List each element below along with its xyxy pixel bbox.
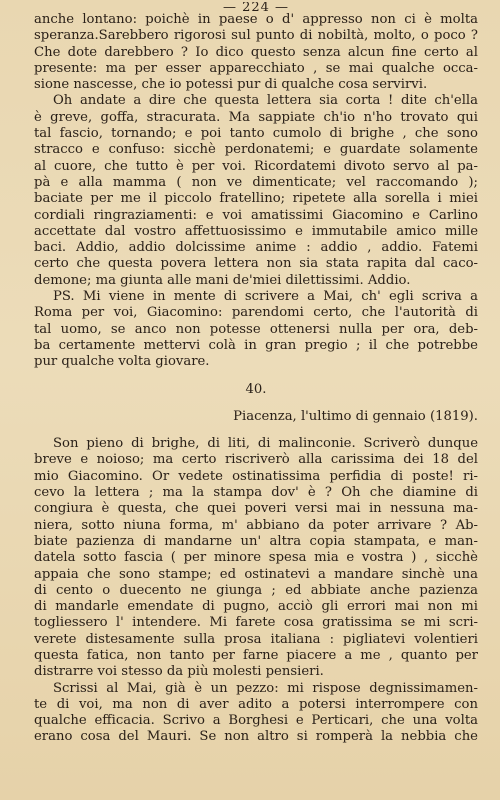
text-line: ba certamente mettervi colà in gran pregio ; il che potrebbe	[34, 337, 478, 353]
text-line: al cuore, che tutto è per voi. Ricordatemi divoto servo al pa-	[34, 158, 478, 174]
page-header: — 224 —	[222, 2, 290, 12]
text-line: mio Giacomino. Or vedete ostinatissima perfidia di poste! ri-	[34, 468, 478, 484]
text-line: erano cosa del Mauri. Se non altro si romperà la nebbia che	[34, 729, 478, 745]
text-line: distrarre voi stesso da più molesti pensieri.	[34, 664, 324, 680]
text-line: baciate per me il piccolo fratellino; ripetete alla sorella i miei	[34, 191, 478, 207]
paragraph-4	[34, 436, 478, 680]
text-line: sione nascesse, che io potessi pur di qualche cosa servirvi.	[34, 77, 428, 93]
text-line: Scrissi al Mai, già è un pezzo: mi rispose degnissimamen-	[53, 680, 478, 696]
text-line: anche lontano: poichè in paese o d' appresso non ci è molta	[34, 12, 478, 27]
text-line: Oh andate a dire che questa lettera sia corta ! dite ch'ella	[53, 93, 478, 109]
text-line: presente: ma per esser apparecchiato , se mai qualche occa-	[34, 60, 478, 76]
text-line: biate pazienza di mandarne un' altra copia stampata, e man-	[34, 533, 478, 549]
section-gap	[34, 398, 478, 409]
paragraph-2	[34, 93, 478, 289]
text-line: di cento o duecento ne giunga ; ed abbiate anche pazienza	[34, 582, 478, 598]
text-line: Roma per voi, Giacomino: parendomi certo, che l'autorità di	[34, 305, 478, 321]
text-line: datela sotto fascia ( per minore spesa mia e vostra ) , sicchè	[34, 550, 478, 566]
text-line: appaia che sono stampe; ed ostinatevi a mandare sinchè una	[34, 566, 478, 582]
text-line: accettate dal vostro affettuosissimo e immutabile amico mille	[34, 223, 478, 239]
text-line: pà e alla mamma ( non ve dimenticate; vel raccomando );	[34, 174, 478, 190]
text-line: certo che questa povera lettera non sia stata rapita dal caco-	[34, 256, 478, 272]
place-date-line: Piacenza, l'ultimo di gennaio (1819).	[233, 408, 478, 424]
text-line: congiura è questa, che quei poveri versi mai in nessuna ma-	[34, 501, 478, 517]
text-line: cevo la lettera ; ma la stampa dov' è ? Oh che diamine di	[34, 485, 478, 501]
paragraph-1	[34, 12, 478, 93]
text-line: speranza.Sarebbero rigorosi sul punto di nobiltà, molto, o poco ?	[34, 28, 478, 44]
text-line: cordiali ringraziamenti: e voi amatissimi Giacomino e Carlino	[34, 207, 478, 223]
text-line: tal uomo, se anco non potesse ottenersi nulla per ora, deb-	[34, 321, 478, 337]
text-line: PS. Mi viene in mente di scrivere a Mai, ch' egli scriva a	[53, 289, 478, 305]
text-line: baci. Addio, addio dolcissime anime : addio , addio. Fatemi	[34, 240, 478, 256]
section-gap	[34, 371, 478, 382]
text-line: è greve, goffa, stracurata. Ma sappiate ch'io n'ho trovato qui	[34, 109, 478, 125]
text-line: togliessero l' intendere. Mi farete cosa gratissima se mi scri-	[34, 615, 478, 631]
section-gap	[34, 425, 478, 436]
text-line: di mandarle emendate di pugno, acciò gli errori mai non mi	[34, 599, 478, 615]
paragraph-5	[34, 681, 478, 746]
text-line: Che dote darebbero ? Io dico questo senza alcun fine certo al	[34, 44, 478, 60]
text-line: niera, sotto niuna forma, m' abbiano da poter arrivare ? Ab-	[34, 517, 478, 533]
text-line: pur qualche volta giovare.	[34, 354, 210, 370]
text-line: breve e noioso; ma certo riscriverò alla carissima dei 18 del	[34, 452, 478, 468]
text-line: demone; ma giunta alle mani de'miei dilettissimi. Addio.	[34, 272, 411, 288]
text-line: qualche efficacia. Scrivo a Borghesi e Perticari, che una volta	[34, 713, 478, 729]
paragraph-postscript	[34, 289, 478, 370]
text-line: Son pieno di brighe, di liti, di malinconie. Scriverò dunque	[53, 436, 478, 452]
letter-number: 40.	[245, 381, 267, 397]
text-line: tal fascio, tornando; e poi tanto cumolo di brighe , che sono	[34, 126, 478, 142]
text-line: stracco e confuso: sicchè perdonatemi; e guardate solamente	[34, 142, 478, 158]
text-line: te di voi, ma non di aver adito a potersi interrompere con	[34, 696, 478, 712]
text-line: verete distesamente sulla prosa italiana : pigliatevi volentieri	[34, 631, 478, 647]
text-line: questa fatica, non tanto per farne piacere a me , quanto per	[34, 647, 478, 663]
